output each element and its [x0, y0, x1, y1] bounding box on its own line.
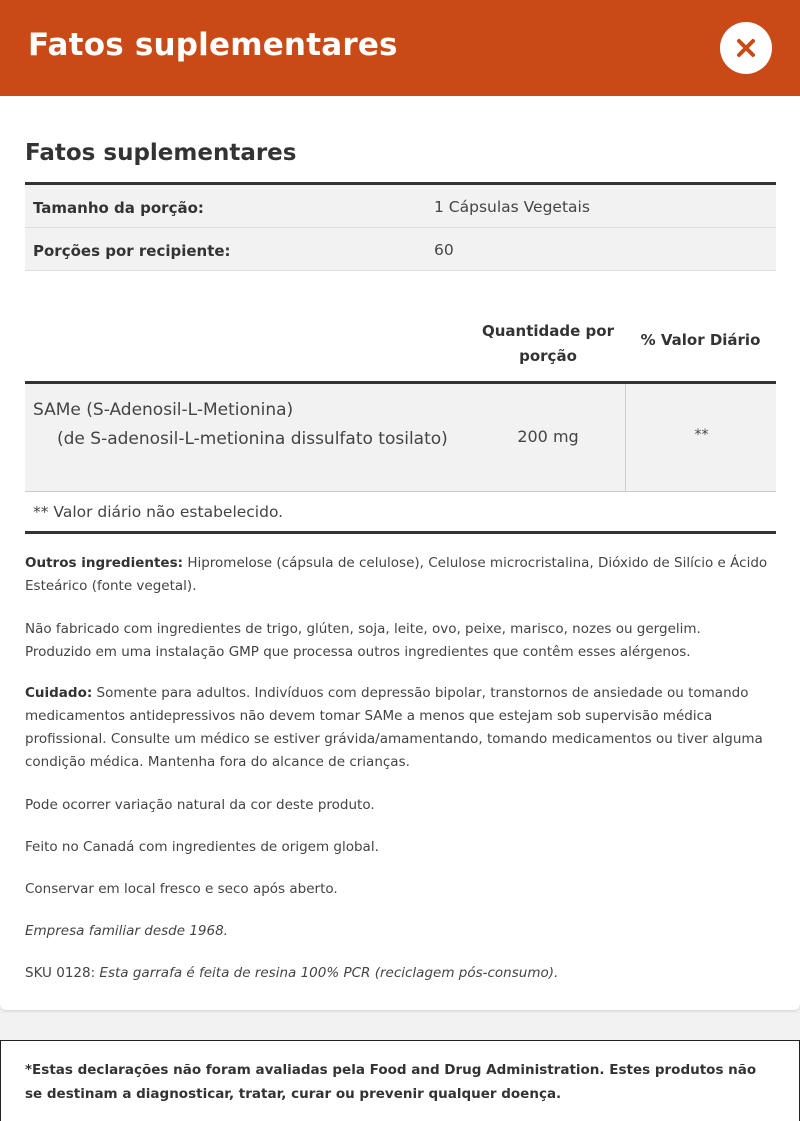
allergen-line-1: Não fabricado com ingredientes de trigo, glúten, soja, leite, ovo, peixe, marisco, nozes ou gergelim.: [25, 621, 701, 637]
serving-size-row: [25, 185, 776, 228]
other-ingredients-label: Outros ingredientes:: [25, 555, 184, 571]
column-headers: [25, 301, 776, 384]
nutrient-daily-value: **: [694, 427, 709, 443]
nutrient-daily-value-cell: [625, 384, 776, 491]
caution-label: Cuidado:: [25, 685, 93, 701]
serving-size-value: 1 Cápsulas Vegetais: [434, 198, 590, 216]
other-ingredients: [25, 552, 780, 598]
allergen-line-2: Produzido em uma instalação GMP que processa outros ingredientes que contêm esses alérgenos.: [25, 644, 691, 660]
servings-value: 60: [434, 241, 454, 259]
family-note: [25, 920, 228, 943]
nutrient-name: SAMe (S-Adenosil-L-Metionina): [33, 400, 294, 420]
table-footnote: ** Valor diário não estabelecido.: [33, 503, 284, 521]
amount-per-serving-header: [473, 319, 623, 369]
daily-value-header: % Valor Diário: [640, 331, 761, 349]
supplement-facts-table: [25, 182, 776, 534]
nutrient-amount: 200 mg: [517, 427, 579, 446]
sku-text: Esta garrafa é feita de resina 100% PCR (reciclagem pós-consumo).: [95, 965, 559, 981]
table-footnote-row: [25, 492, 776, 534]
close-button[interactable]: [720, 22, 772, 74]
caution-statement: [25, 682, 780, 774]
family-text: Empresa familiar desde 1968.: [25, 923, 228, 939]
allergen-statement: [25, 618, 701, 664]
other-ingredients-text: Hipromelose (cápsula de celulose), Celulose microcristalina, Dióxido de Silício e Ácido Esteárico (fonte vegetal).: [25, 555, 768, 594]
disclaimer-text: *Estas declarações não foram avaliadas pela Food and Drug Administration. Estes produtos não se destinam a diagnosticar, tratar, curar ou prevenir qualquer doença.: [25, 1062, 757, 1102]
servings-per-container-row: [25, 228, 776, 271]
caution-text: Somente para adultos. Indivíduos com depressão bipolar, transtornos de ansiedade ou tomando medicamentos antidepressivos não devem tomar SAMe a menos que estejam sob supervisão médica profissional. Consulte um médico se estiver grávida/amamentando, tomando medicamentos ou tiver alguma condição médica. Mantenha fora do alcance de crianças.: [25, 685, 763, 770]
amount-header-line1: Quantidade por: [482, 322, 614, 340]
storage-note: Conservar em local fresco e seco após aberto.: [25, 881, 338, 897]
modal-title: Fatos suplementares: [28, 27, 398, 63]
nutrient-source: (de S-adenosil-L-metionina dissulfato tosilato): [57, 429, 448, 449]
sku-label: SKU 0128:: [25, 965, 96, 981]
modal-header: [0, 0, 800, 96]
facts-heading: Fatos suplementares: [25, 140, 297, 166]
close-icon: [736, 38, 756, 58]
sku-note: [25, 962, 558, 985]
fda-disclaimer: [0, 1040, 800, 1121]
servings-label: Porções por recipiente:: [33, 242, 231, 260]
color-variation-note: Pode ocorrer variação natural da cor deste produto.: [25, 797, 375, 813]
nutrient-row: [25, 384, 776, 492]
made-in-note: Feito no Canadá com ingredientes de origem global.: [25, 839, 379, 855]
amount-header-line2: porção: [519, 347, 577, 365]
serving-size-label: Tamanho da porção:: [33, 199, 204, 217]
